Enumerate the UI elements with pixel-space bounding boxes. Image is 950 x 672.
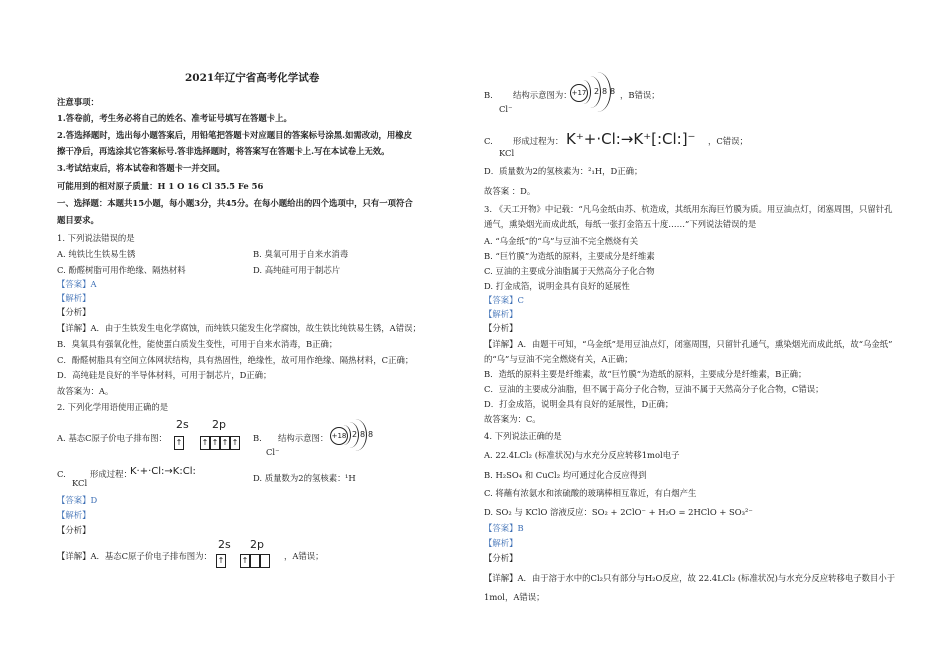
notice-line: 3.考试结束后，将本试卷和答题卡一并交回。	[57, 163, 225, 173]
nucleus: +18	[330, 427, 348, 445]
nucleus: +17	[570, 84, 588, 102]
shell-electrons: 8	[368, 430, 374, 439]
option-b: B.	[484, 90, 493, 100]
notice-line: 1.答卷前，考生务必将自己的姓名、准考证号填写在答题卡上。	[57, 113, 292, 123]
option-c: C. 豆油的主要成分油脂属于天然高分子化合物	[484, 266, 655, 276]
analysis-tag: 【解析】	[57, 293, 91, 303]
detail-line: B．造纸的原料主要是纤维素，故“巨竹膜”为造纸的原料，主要成分是纤维素，B正确；	[484, 369, 807, 379]
option-c: C. 将蘸有浓氨水和浓硫酸的玻璃棒相互靠近，有白烟产生	[484, 488, 697, 498]
shell-electrons: 2	[594, 87, 600, 96]
detail-line: 故答案为：A。	[57, 386, 114, 396]
answer-tag: 【答案】B	[484, 523, 524, 533]
detail-line: 【详解】A．由题干可知，“乌金纸”是用豆油点灯，闭塞周围，只留针孔通气，熏染烟光而成此纸，故“乌金纸”	[484, 339, 893, 349]
detail-line: 【详解】A．由于生铁发生电化学腐蚀，而纯铁只能发生化学腐蚀，故生铁比纯铁易生锈，A错误；	[57, 323, 421, 333]
orbital-label-2s: 2s	[218, 538, 231, 551]
shell-electrons: 8	[602, 87, 608, 96]
answer-tag: 【答案】A	[57, 279, 97, 289]
shell-electrons: 8	[610, 87, 616, 96]
orbital-label-2p: 2p	[212, 418, 226, 431]
detail-line: C．酚醛树脂具有空间立体网状结构，具有热固性，绝缘性，故可用作绝缘、隔热材料，C正确；	[57, 355, 414, 365]
option-b: B. 臭氧可用于自来水消毒	[253, 249, 349, 259]
option-c-text: 形成过程为：	[513, 136, 564, 146]
fenxi-tag: 【分析】	[484, 553, 518, 563]
detail-line: 的“乌”与豆油不完全燃烧有关，A正确；	[484, 354, 633, 364]
option-a: A. 22.4LCl₂ (标准状况)与水充分反应转移1mol电子	[484, 450, 680, 460]
question-stem: 2. 下列化学用语使用正确的是	[57, 402, 169, 412]
detail-line: 故答案为：C。	[484, 414, 541, 424]
fenxi-tag: 【分析】	[57, 307, 91, 317]
option-b: B. H₂SO₄ 和 CuCl₂ 均可通过化合反应得到	[484, 470, 647, 480]
notice-line: 2.答选择题时，选出每小题答案后，用铅笔把答题卡对应题目的答案标号涂黑.如需改动，用橡皮	[57, 130, 413, 140]
question-stem: 3. 《天工开物》中记载：“凡乌金纸由苏、杭造成，其纸用东海巨竹膜为质。用豆油点灯，闭塞周围，只留针孔	[484, 204, 893, 214]
notice-line: 擦干净后，再选涂其它答案标号.答非选择题时，将答案写在答题卡上.写在本试卷上无效。	[57, 146, 390, 156]
question-stem: 通气，熏染烟光而成此纸，每纸一张打金箔五十度……”下列说法错误的是	[484, 219, 757, 229]
option-b-text: 结构示意图为：	[513, 90, 572, 100]
orbital-box: ↑	[210, 436, 220, 450]
option-b: B.	[253, 433, 262, 443]
detail-line: B．臭氧具有强氧化性，能使蛋白质发生变性，可用于自来水消毒，B正确；	[57, 339, 338, 349]
option-b-end: ，B错误；	[620, 90, 660, 100]
option-d: D. 质量数为2的氢核素：	[253, 473, 346, 483]
page-title: 2021年辽宁省高考化学试卷	[185, 72, 320, 84]
atomic-mass-line: 可能用到的相对原子质量：H 1 O 16 Cl 35.5 Fe 56	[57, 181, 264, 191]
orbital-label-2p: 2p	[250, 538, 264, 551]
detail-line: D．打金成箔，说明金具有良好的延展性，D正确；	[484, 399, 674, 409]
lewis-formation: K⁺+·Cl:→K⁺[:Cl:]⁻	[566, 130, 696, 148]
detail-line: 1mol，A错误；	[484, 592, 545, 602]
ion-label: Cl⁻	[499, 104, 513, 114]
orbital-label-2s: 2s	[176, 418, 189, 431]
shell-electrons: 2	[352, 430, 358, 439]
option-d: D. 高纯硅可用于制芯片	[253, 265, 341, 275]
orbital-box: ↑	[174, 436, 184, 450]
section-heading: 题目要求。	[57, 215, 99, 225]
notice-heading: 注意事项：	[57, 97, 99, 107]
analysis-tag: 【解析】	[57, 510, 91, 520]
ion-label: Cl⁻	[266, 447, 280, 457]
option-b: B. “巨竹膜”为造纸的原料，主要成分是纤维素	[484, 251, 655, 261]
fenxi-tag: 【分析】	[484, 323, 518, 333]
option-c: C.	[57, 469, 66, 479]
section-heading: 一、选择题：本题共15小题，每小题3分，共45分。在每小题给出的四个选项中，只有一项符合	[57, 198, 413, 208]
option-d: D. 打金成箔，说明金具有良好的延展性	[484, 281, 630, 291]
kcl-label: KCl	[499, 148, 515, 158]
answer-tag: 【答案】D	[57, 495, 98, 505]
option-a: A. “乌金纸”的“乌”与豆油不完全燃烧有关	[484, 236, 639, 246]
option-c: C.	[484, 136, 493, 146]
orbital-box: ↑	[220, 436, 230, 450]
option-d: D. SO₂ 与 KClO 溶液反应：SO₂ + 2ClO⁻ + H₂O = 2HClO + SO₃²⁻	[484, 507, 753, 517]
shell-electrons: 8	[360, 430, 366, 439]
question-stem: 1. 下列说法错误的是	[57, 233, 135, 243]
orbital-box: ↑	[200, 436, 210, 450]
analysis-tag: 【解析】	[484, 309, 518, 319]
orbital-box: ↑	[216, 554, 226, 568]
question-stem: 4. 下列说法正确的是	[484, 431, 562, 441]
orbital-box: ↑	[230, 436, 240, 450]
answer-tag: 【答案】C	[484, 295, 524, 305]
detail-line: 【详解】A．基态C原子价电子排布图为：	[57, 551, 212, 561]
option-c-end: ，C错误；	[708, 136, 748, 146]
orbital-box	[260, 554, 270, 568]
detail-line: D．高纯硅是良好的半导体材料，可用于制芯片，D正确；	[57, 370, 272, 380]
option-c: C. 酚醛树脂可用作绝缘、隔热材料	[57, 265, 186, 275]
option-d: D．质量数为2的氢核素为：²₁H，D正确；	[484, 166, 643, 176]
fenxi-tag: 【分析】	[57, 525, 91, 535]
option-a: A. 基态C原子价电子排布图：	[57, 433, 167, 443]
lewis-formation: K·+·Cl:→K:Cl:	[130, 466, 196, 477]
detail-line: 【详解】A．由于溶于水中的Cl₂只有部分与H₂O反应，故 22.4LCl₂ (标准状况)与水充分反应转移电子数目小于	[484, 573, 896, 583]
orbital-box: ↑	[240, 554, 250, 568]
option-b-text: 结构示意图：	[278, 433, 329, 443]
option-a: A. 纯铁比生铁易生锈	[57, 249, 136, 259]
kcl-label: KCl	[72, 478, 88, 488]
detail-line: C．豆油的主要成分油脂，但不属于高分子化合物，豆油不属于天然高分子化合物，C错误；	[484, 384, 824, 394]
option-c-text: 形成过程：	[90, 469, 132, 479]
analysis-tag: 【解析】	[484, 538, 518, 548]
orbital-box	[250, 554, 260, 568]
conclusion: 故答案 ：D。	[484, 186, 536, 196]
hydrogen-nuclide: ¹H	[345, 473, 356, 483]
detail-line-end: ，A错误；	[284, 551, 324, 561]
